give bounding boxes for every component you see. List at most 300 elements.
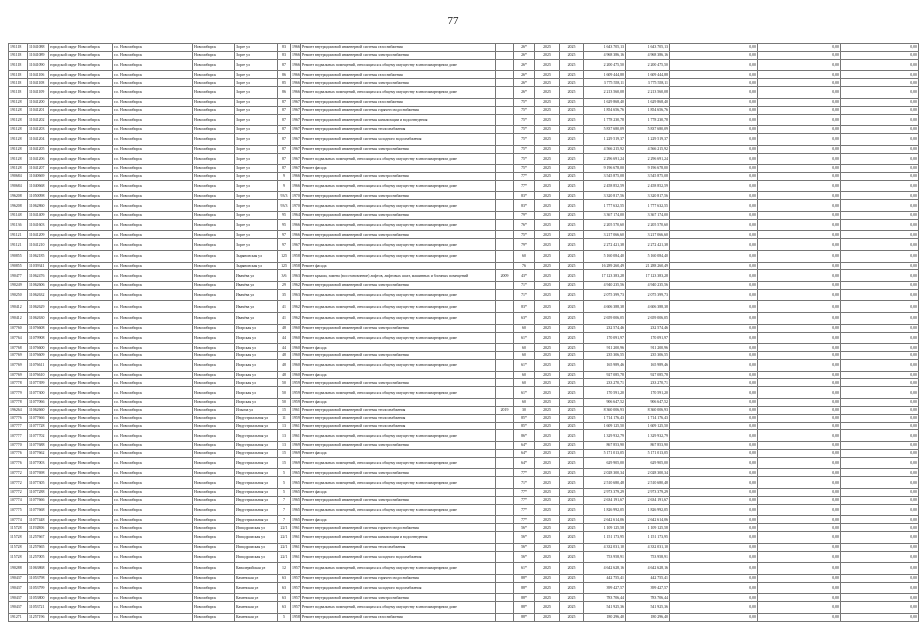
state-funds-cell: 0,00 (670, 532, 758, 544)
end-year-cell: 2025 (560, 262, 584, 270)
object-id-cell: 190437 (9, 582, 28, 594)
object-id-cell: 190684 (9, 180, 28, 192)
city-cell: Новосибирск (193, 79, 235, 87)
extra-year-cell (496, 313, 514, 325)
city-cell: Новосибирск (193, 488, 235, 496)
cost-cell: 911 200,96 (584, 344, 626, 352)
house-number-cell: 125 (278, 250, 291, 262)
settlement-cell: г.о. Новосибирск (113, 398, 193, 406)
local-funds-cell: 0,00 (758, 594, 841, 602)
table-row (9, 594, 919, 602)
start-year-cell: 2025 (535, 211, 560, 219)
owner-funds-cell: 0,00 (841, 231, 919, 239)
house-number-cell: 87 (278, 134, 291, 146)
cost-cell: 541 925,36 (584, 602, 626, 614)
local-funds-cell: 0,00 (758, 582, 841, 594)
year-built-cell: 1957 (291, 574, 301, 582)
local-funds-cell: 0,00 (758, 200, 841, 212)
owner-funds-cell: 0,00 (841, 414, 919, 422)
city-cell: Новосибирск (193, 543, 235, 551)
total-cost-cell: 9 196 678,00 (626, 165, 670, 173)
extra-year-cell (496, 250, 514, 262)
owner-funds-cell: 0,00 (841, 192, 919, 200)
settlement-cell: г.о. Новосибирск (113, 313, 193, 325)
street-cell: Индустриальная ул (235, 422, 278, 430)
district-cell: городской округ Новосибирск (49, 344, 113, 352)
wear-percent-cell: 77* (514, 469, 535, 477)
house-number-cell: 63 (278, 574, 291, 582)
start-year-cell: 2025 (535, 239, 560, 251)
start-year-cell: 2025 (535, 301, 560, 313)
extra-year-cell (496, 282, 514, 290)
capital-repair-table (8, 43, 919, 622)
wear-percent-cell: 88* (514, 594, 535, 602)
district-cell: городской округ Новосибирск (49, 532, 113, 544)
year-built-cell: 1967 (291, 239, 301, 251)
local-funds-cell: 0,00 (758, 414, 841, 422)
house-number-cell: 87 (278, 126, 291, 134)
work-type-cell: Ремонт внутридомовой инженерной системы газоснабжения (301, 613, 496, 621)
extra-year-cell (496, 516, 514, 524)
cost-cell: 1 151 173,95 (584, 532, 626, 544)
house-number-cell: 13 (278, 430, 291, 442)
work-type-cell: Ремонт подвальных помещений, относящихся к общему имуществу в многоквартирном доме (301, 332, 496, 344)
work-type-cell: Ремонт подвальных помещений, относящихся к общему имуществу в многоквартирном доме (301, 239, 496, 251)
year-built-cell: 1969 (291, 442, 301, 450)
start-year-cell: 2025 (535, 282, 560, 290)
year-built-cell: 1964 (291, 211, 301, 219)
district-cell: городской округ Новосибирск (49, 449, 113, 457)
owner-funds-cell: 0,00 (841, 602, 919, 614)
extra-year-cell (496, 192, 514, 200)
local-funds-cell: 0,00 (758, 211, 841, 219)
end-year-cell: 2025 (560, 504, 584, 516)
house-number-cell: 83 (278, 44, 291, 52)
state-funds-cell: 0,00 (670, 289, 758, 301)
district-cell: городской округ Новосибирск (49, 180, 113, 192)
settlement-cell: г.о. Новосибирск (113, 414, 193, 422)
street-cell: Ивачёва ул (235, 289, 278, 301)
house-number-cell: 63 (278, 602, 291, 614)
city-cell: Новосибирск (193, 126, 235, 134)
house-number-cell: 3/6 (278, 270, 291, 282)
total-cost-cell: 180 296,40 (626, 613, 670, 621)
city-cell: Новосибирск (193, 371, 235, 379)
state-funds-cell: 0,00 (670, 387, 758, 399)
wear-percent-cell: 56* (514, 543, 535, 551)
state-funds-cell: 0,00 (670, 457, 758, 469)
owner-funds-cell: 0,00 (841, 239, 919, 251)
object-id-cell: 107775 (9, 504, 28, 516)
cost-cell: 170 091,97 (584, 332, 626, 344)
city-cell: Новосибирск (193, 219, 235, 231)
cost-cell: 16 289 260,49 (584, 262, 626, 270)
wear-percent-cell: 60 (514, 352, 535, 360)
district-cell: городской округ Новосибирск (49, 406, 113, 414)
local-funds-cell: 0,00 (758, 406, 841, 414)
work-code-cell: 11257005 (28, 551, 49, 563)
city-cell: Новосибирск (193, 231, 235, 239)
settlement-cell: г.о. Новосибирск (113, 192, 193, 200)
end-year-cell: 2025 (560, 211, 584, 219)
street-cell: Ипподромская ул (235, 532, 278, 544)
cost-cell: 2 205 570,60 (584, 219, 626, 231)
owner-funds-cell: 0,00 (841, 87, 919, 99)
work-code-cell: 11077003 (28, 457, 49, 469)
local-funds-cell: 0,00 (758, 488, 841, 496)
work-type-cell: Ремонт фасада (301, 344, 496, 352)
city-cell: Новосибирск (193, 613, 235, 621)
end-year-cell: 2025 (560, 430, 584, 442)
state-funds-cell: 0,00 (670, 180, 758, 192)
object-id-cell: 191121 (9, 239, 28, 251)
extra-year-cell (496, 172, 514, 180)
cost-cell: 1 854 656,76 (584, 106, 626, 114)
local-funds-cell: 0,00 (758, 359, 841, 371)
work-code-cell: 11062630 (28, 313, 49, 325)
city-cell: Новосибирск (193, 442, 235, 450)
city-cell: Новосибирск (193, 504, 235, 516)
start-year-cell: 2025 (535, 98, 560, 106)
end-year-cell: 2025 (560, 79, 584, 87)
end-year-cell: 2025 (560, 44, 584, 52)
house-number-cell: 93/3 (278, 192, 291, 200)
owner-funds-cell: 0,00 (841, 332, 919, 344)
settlement-cell: г.о. Новосибирск (113, 289, 193, 301)
end-year-cell: 2025 (560, 594, 584, 602)
house-number-cell: 44 (278, 344, 291, 352)
cost-cell: 753 958,91 (584, 551, 626, 563)
end-year-cell: 2025 (560, 532, 584, 544)
start-year-cell: 2025 (535, 414, 560, 422)
owner-funds-cell: 0,00 (841, 59, 919, 71)
wear-percent-cell: 75* (514, 145, 535, 153)
local-funds-cell: 0,00 (758, 613, 841, 621)
extra-year-cell (496, 231, 514, 239)
work-code-cell: 11077666 (28, 414, 49, 422)
street-cell: Игарская ул (235, 371, 278, 379)
start-year-cell: 2025 (535, 79, 560, 87)
district-cell: городской округ Новосибирск (49, 71, 113, 79)
owner-funds-cell: 0,00 (841, 371, 919, 379)
work-code-cell: 11062185 (28, 250, 49, 262)
district-cell: городской округ Новосибирск (49, 414, 113, 422)
house-number-cell: 95 (278, 211, 291, 219)
district-cell: городской округ Новосибирск (49, 301, 113, 313)
local-funds-cell: 0,00 (758, 87, 841, 99)
street-cell: Зорге ул (235, 180, 278, 192)
state-funds-cell: 0,00 (670, 379, 758, 387)
street-cell: Кавалерийская ул (235, 563, 278, 575)
total-cost-cell: 1 643 705,13 (626, 44, 670, 52)
house-number-cell: 44 (278, 332, 291, 344)
city-cell: Новосибирск (193, 250, 235, 262)
local-funds-cell: 0,00 (758, 282, 841, 290)
wear-percent-cell: 30 (514, 406, 535, 414)
street-cell: Индустриальная ул (235, 516, 278, 524)
cost-cell: 2 028 300,34 (584, 469, 626, 477)
year-built-cell: 1965 (291, 496, 301, 504)
owner-funds-cell: 0,00 (841, 262, 919, 270)
extra-year-cell (496, 79, 514, 87)
wear-percent-cell: 75* (514, 153, 535, 165)
settlement-cell: г.о. Новосибирск (113, 98, 193, 106)
district-cell: городской округ Новосибирск (49, 430, 113, 442)
wear-percent-cell: 26* (514, 51, 535, 59)
total-cost-cell: 1 109 125,58 (626, 524, 670, 532)
start-year-cell: 2025 (535, 524, 560, 532)
end-year-cell: 2025 (560, 449, 584, 457)
year-built-cell: 1962 (291, 313, 301, 325)
start-year-cell: 2025 (535, 71, 560, 79)
work-type-cell: Ремонт внутридомовой инженерной системы теплоснабжения (301, 422, 496, 430)
start-year-cell: 2025 (535, 430, 560, 442)
end-year-cell: 2025 (560, 134, 584, 146)
district-cell: городской округ Новосибирск (49, 239, 113, 251)
end-year-cell: 2025 (560, 406, 584, 414)
owner-funds-cell: 0,00 (841, 313, 919, 325)
owner-funds-cell: 0,00 (841, 430, 919, 442)
object-id-cell: 190437 (9, 594, 28, 602)
city-cell: Новосибирск (193, 44, 235, 52)
work-type-cell: Ремонт подвальных помещений, относящихся к общему имуществу в многоквартирном доме (301, 301, 496, 313)
wear-percent-cell: 26* (514, 71, 535, 79)
wear-percent-cell: 26* (514, 44, 535, 52)
owner-funds-cell: 0,00 (841, 153, 919, 165)
object-id-cell: 191128 (9, 153, 28, 165)
work-code-cell: 11079908 (28, 332, 49, 344)
street-cell: Зорге ул (235, 134, 278, 146)
district-cell: городской округ Новосибирск (49, 469, 113, 477)
extra-year-cell (496, 145, 514, 153)
cost-cell: 170 591,20 (584, 387, 626, 399)
year-built-cell: 1962 (291, 282, 301, 290)
total-cost-cell: 170 591,20 (626, 387, 670, 399)
start-year-cell: 2025 (535, 516, 560, 524)
object-id-cell: 191128 (9, 126, 28, 134)
settlement-cell: г.о. Новосибирск (113, 504, 193, 516)
work-code-cell: 11041200 (28, 98, 49, 106)
work-type-cell: Ремонт фасада (301, 262, 496, 270)
extra-year-cell (496, 398, 514, 406)
total-cost-cell: 17 123 383,28 (626, 270, 670, 282)
local-funds-cell: 0,00 (758, 457, 841, 469)
state-funds-cell: 0,00 (670, 219, 758, 231)
state-funds-cell: 0,00 (670, 239, 758, 251)
street-cell: Ивачёва ул (235, 301, 278, 313)
settlement-cell: г.о. Новосибирск (113, 430, 193, 442)
year-built-cell: 1967 (291, 106, 301, 114)
house-number-cell: 87 (278, 114, 291, 126)
extra-year-cell (496, 613, 514, 621)
extra-year-cell: 2019 (496, 406, 514, 414)
total-cost-cell: 2 075 399,73 (626, 289, 670, 301)
cost-cell: 232 574,46 (584, 324, 626, 332)
city-cell: Новосибирск (193, 449, 235, 457)
extra-year-cell (496, 114, 514, 126)
total-cost-cell: 1 609 444,88 (626, 71, 670, 79)
state-funds-cell: 0,00 (670, 192, 758, 200)
state-funds-cell: 0,00 (670, 504, 758, 516)
total-cost-cell: 753 958,91 (626, 551, 670, 563)
work-code-cell: 11063868 (28, 563, 49, 575)
city-cell: Новосибирск (193, 239, 235, 251)
city-cell: Новосибирск (193, 532, 235, 544)
city-cell: Новосибирск (193, 516, 235, 524)
extra-year-cell (496, 134, 514, 146)
street-cell: Индустриальная ул (235, 504, 278, 516)
cost-cell: 1 609 125,50 (584, 422, 626, 430)
work-code-cell: 11041109 (28, 87, 49, 99)
total-cost-cell: 2 634 191,67 (626, 496, 670, 504)
cost-cell: 2 272 421,38 (584, 239, 626, 251)
end-year-cell: 2025 (560, 496, 584, 504)
table-row (9, 469, 919, 477)
owner-funds-cell: 0,00 (841, 211, 919, 219)
street-cell: Игарская ул (235, 344, 278, 352)
start-year-cell: 2025 (535, 51, 560, 59)
table-row (9, 379, 919, 387)
total-cost-cell: 2 659 006,05 (626, 313, 670, 325)
street-cell: Зорге ул (235, 200, 278, 212)
total-cost-cell: 442 755,41 (626, 574, 670, 582)
wear-percent-cell: 83* (514, 301, 535, 313)
settlement-cell: г.о. Новосибирск (113, 165, 193, 173)
state-funds-cell: 0,00 (670, 145, 758, 153)
work-type-cell: Ремонт внутридомовой инженерной системы электроснабжения (301, 282, 496, 290)
end-year-cell: 2025 (560, 442, 584, 450)
work-code-cell: 11041106 (28, 71, 49, 79)
street-cell: Индустриальная ул (235, 449, 278, 457)
house-number-cell: 50 (278, 379, 291, 387)
table-row (9, 332, 919, 344)
table-row (9, 613, 919, 621)
year-built-cell: 1966 (291, 180, 301, 192)
total-cost-cell: 2 028 300,34 (626, 469, 670, 477)
settlement-cell: г.о. Новосибирск (113, 449, 193, 457)
work-code-cell: 11062629 (28, 301, 49, 313)
object-id-cell: 190437 (9, 574, 28, 582)
city-cell: Новосибирск (193, 457, 235, 469)
work-type-cell: Ремонт внутридомовой инженерной системы теплоснабжения (301, 414, 496, 422)
year-built-cell: 1966 (291, 79, 301, 87)
year-built-cell: 1958 (291, 250, 301, 262)
state-funds-cell: 0,00 (670, 602, 758, 614)
owner-funds-cell: 0,00 (841, 324, 919, 332)
object-id-cell: 190437 (9, 602, 28, 614)
cost-cell: 8 360 006,93 (584, 406, 626, 414)
city-cell: Новосибирск (193, 180, 235, 192)
district-cell: городской округ Новосибирск (49, 51, 113, 59)
cost-cell: 783 706,44 (584, 594, 626, 602)
end-year-cell: 2025 (560, 106, 584, 114)
extra-year-cell (496, 126, 514, 134)
city-cell: Новосибирск (193, 563, 235, 575)
object-id-cell: 191118 (9, 44, 28, 52)
work-type-cell: Ремонт внутридомовой инженерной системы электроснабжения (301, 51, 496, 59)
start-year-cell: 2025 (535, 172, 560, 180)
year-built-cell: 1959 (291, 398, 301, 406)
start-year-cell: 2025 (535, 532, 560, 544)
district-cell: городской округ Новосибирск (49, 98, 113, 106)
wear-percent-cell: 88* (514, 613, 535, 621)
object-id-cell: 107778 (9, 398, 28, 406)
owner-funds-cell: 0,00 (841, 504, 919, 516)
owner-funds-cell: 0,00 (841, 200, 919, 212)
work-type-cell: Ремонт внутридомовой инженерной системы электроснабжения (301, 324, 496, 332)
state-funds-cell: 0,00 (670, 613, 758, 621)
cost-cell: 235 306,55 (584, 352, 626, 360)
work-type-cell: Ремонт подвальных помещений, относящихся к общему имуществу в многоквартирном доме (301, 87, 496, 99)
year-built-cell: 1965 (291, 504, 301, 516)
table-row (9, 192, 919, 200)
wear-percent-cell: 83* (514, 200, 535, 212)
year-built-cell: 1966 (291, 231, 301, 239)
extra-year-cell (496, 153, 514, 165)
local-funds-cell: 0,00 (758, 371, 841, 379)
work-type-cell: Ремонт подвальных помещений, относящихся к общему имуществу в многоквартирном доме (301, 457, 496, 469)
state-funds-cell: 0,00 (670, 594, 758, 602)
object-id-cell: 191128 (9, 114, 28, 126)
end-year-cell: 2025 (560, 219, 584, 231)
end-year-cell: 2025 (560, 180, 584, 192)
house-number-cell: 15 (278, 449, 291, 457)
total-cost-cell: 5 171 013,05 (626, 449, 670, 457)
district-cell: городской округ Новосибирск (49, 219, 113, 231)
street-cell: Зорге ул (235, 172, 278, 180)
total-cost-cell: 1 629 868,40 (626, 98, 670, 106)
settlement-cell: г.о. Новосибирск (113, 219, 193, 231)
house-number-cell: 48 (278, 359, 291, 371)
total-cost-cell: 629 905,00 (626, 457, 670, 469)
local-funds-cell: 0,00 (758, 153, 841, 165)
work-type-cell: Ремонт фасада (301, 516, 496, 524)
district-cell: городской округ Новосибирск (49, 516, 113, 524)
city-cell: Новосибирск (193, 200, 235, 212)
total-cost-cell: 8 360 006,93 (626, 406, 670, 414)
end-year-cell: 2025 (560, 145, 584, 153)
start-year-cell: 2025 (535, 313, 560, 325)
total-cost-cell: 170 091,97 (626, 332, 670, 344)
city-cell: Новосибирск (193, 114, 235, 126)
settlement-cell: г.о. Новосибирск (113, 71, 193, 79)
wear-percent-cell: 60 (514, 250, 535, 262)
city-cell: Новосибирск (193, 344, 235, 352)
work-type-cell: Ремонт внутридомовой инженерной системы электроснабжения (301, 231, 496, 239)
street-cell: Каменская ул (235, 574, 278, 582)
cost-cell: 1 229 519,37 (584, 134, 626, 146)
object-id-cell: 190684 (9, 172, 28, 180)
year-built-cell: 1961 (291, 430, 301, 442)
wear-percent-cell: 88* (514, 582, 535, 594)
total-cost-cell: 2 296 691,24 (626, 153, 670, 165)
local-funds-cell: 0,00 (758, 231, 841, 239)
total-cost-cell: 232 574,46 (626, 324, 670, 332)
state-funds-cell: 0,00 (670, 59, 758, 71)
state-funds-cell: 0,00 (670, 574, 758, 582)
wear-percent-cell: 64* (514, 449, 535, 457)
state-funds-cell: 0,00 (670, 563, 758, 575)
end-year-cell: 2025 (560, 422, 584, 430)
total-cost-cell: 2 213 560,08 (626, 87, 670, 99)
local-funds-cell: 0,00 (758, 98, 841, 106)
work-type-cell: Ремонт внутридомовой инженерной системы горячего водоснабжения (301, 574, 496, 582)
owner-funds-cell: 0,00 (841, 71, 919, 79)
work-code-cell: 11257665 (28, 543, 49, 551)
extra-year-cell (496, 219, 514, 231)
state-funds-cell: 0,00 (670, 134, 758, 146)
end-year-cell: 2025 (560, 289, 584, 301)
